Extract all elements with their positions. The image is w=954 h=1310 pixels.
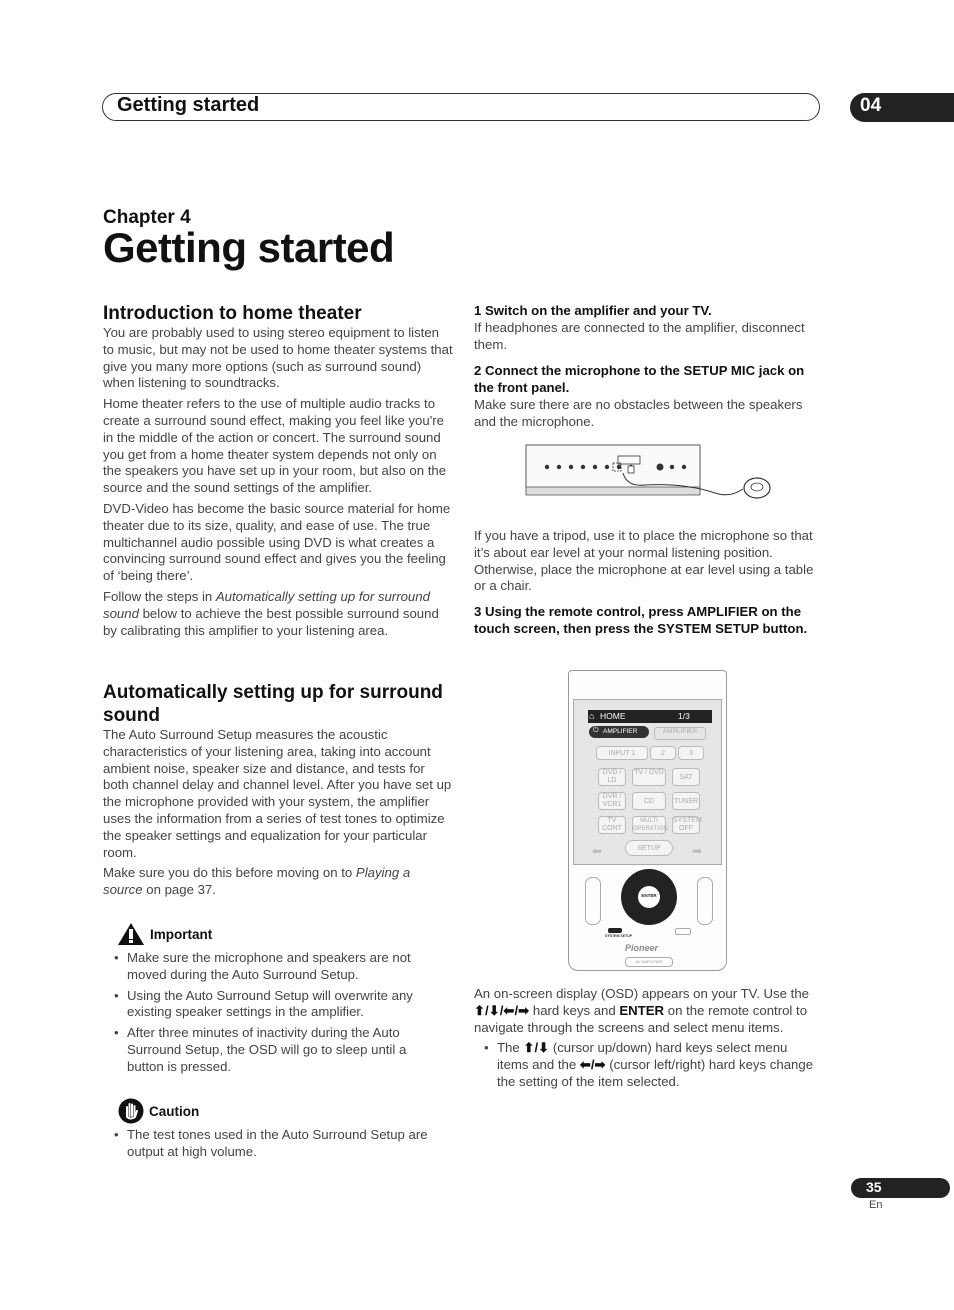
caution-title: Caution — [149, 1104, 200, 1119]
multi-operation-key[interactable]: MULTI OPERATION — [633, 818, 668, 832]
important-list — [104, 950, 444, 1080]
intro-paragraph-2: Home theater refers to the use of multiple audio tracks to create a surround sound effect, making you feel like you're in the middle of the action or concert. The surround sound you get from a home theater system depends not only on the speakers you have set up in your room, but also on the source and the sound settings of the amplifier. — [103, 396, 447, 496]
cursor-pad[interactable] — [621, 869, 677, 925]
system-off-key[interactable]: SYSTEM OFF — [673, 817, 702, 832]
intro-paragraph-3: DVD-Video has become the basic source material for home theater due to its size, quality, and ease of use. The true multichannel audio possible using DVD is what creates a convincing surround sound effect and gives you the feeling of ‘being there’. — [103, 500, 451, 584]
sat-key[interactable]: SAT — [672, 768, 700, 786]
page-number: 35 — [866, 1179, 882, 1195]
setup-key[interactable]: SETUP — [625, 840, 673, 856]
amplifier-tab[interactable]: AMPLIFIER — [654, 727, 706, 740]
system-setup-label: SYSTEM SETUP — [605, 934, 633, 938]
osd-paragraph: An on-screen display (OSD) appears on your TV. Use the ⬆/⬇/⬅/➡ hard keys and ENTER on the remote control to navigate through the screens and select menu items. — [474, 986, 809, 1035]
enter-key-label: ENTER — [619, 1002, 665, 1018]
header-section-title: Getting started — [117, 94, 260, 116]
steps-1-2 — [474, 303, 822, 431]
tuner-key[interactable]: TUNER — [672, 792, 700, 810]
step-2-title: 2 Connect the microphone to the SETUP MIC jack on the front panel. — [474, 363, 805, 396]
auto-paragraph-1: The Auto Surround Setup measures the acoustic characteristics of your listening area, taking into account ambient noise, speaker size and distance, and tests for both channel delay and channel level. After you have set up the microphone provided with your system, the amplifier uses the information from a series of test tones to optimize the speaker settings and equalization for your particular room. — [103, 727, 452, 860]
remote-home-bar — [588, 710, 712, 723]
brand-logo: Pioneer — [625, 943, 659, 953]
tv-dvd-key[interactable]: TV / DVD — [632, 768, 666, 786]
intro-section — [103, 302, 453, 643]
cd-key[interactable]: CD — [632, 792, 666, 810]
important-icon — [117, 922, 145, 951]
osd-list — [474, 1040, 822, 1090]
osd-section — [474, 986, 822, 1095]
intro-paragraph-1: You are probably used to using stereo equipment to listen to music, but may not be used to home theater systems that give you many more options (such as surround sound) when listening to soundtracks. — [103, 325, 453, 391]
channel-rocker[interactable] — [585, 877, 601, 925]
auto-setup-heading: Automatically setting up for surround sound — [103, 682, 443, 726]
page-title: Getting started — [103, 224, 395, 271]
tripod-text: If you have a tripod, use it to place the microphone so that it’s about ear level at your normal listening position. Otherwise, place the microphone at ear level using a table or a chair. — [474, 528, 814, 594]
volume-rocker[interactable] — [697, 877, 713, 925]
input-2-key[interactable]: 2 — [650, 746, 676, 760]
enter-key[interactable]: ENTER — [638, 886, 660, 908]
mute-button[interactable] — [675, 928, 691, 935]
left-arrow-icon[interactable]: ⬅ — [592, 844, 603, 858]
step-2-text: Make sure there are no obstacles between the speakers and the microphone. — [474, 396, 803, 429]
list-item: • Using the Auto Surround Setup will overwrite any existing speaker settings in the amplifier. — [104, 988, 444, 1022]
important-title: Important — [150, 927, 213, 942]
home-icon: ⌂ — [589, 711, 595, 721]
power-icon: ⏻ — [593, 727, 599, 734]
list-item: • The ⬆/⬇ (cursor up/down) hard keys select menu items and the ⬅/➡ (cursor left/right) hard keys change the setting of the item selected. — [474, 1040, 822, 1090]
chapter-number: 04 — [860, 95, 882, 116]
model-label: AV AMPLIFIER — [625, 957, 673, 967]
input-3-key[interactable]: 3 — [678, 746, 704, 760]
chapter-label: Chapter 4 — [103, 207, 191, 228]
step-1-title: 1 Switch on the amplifier and your TV. — [474, 303, 712, 318]
dvr-vcr1-key[interactable]: DVR / VCR1 — [598, 792, 626, 810]
tv-cont-key[interactable]: TV CONT — [598, 816, 626, 834]
step-3-title: 3 Using the remote control, press AMPLIFIER on the touch screen, then press the SYSTEM SETUP button. — [474, 604, 808, 636]
remote-touch-screen — [573, 699, 722, 865]
auto-setup-section — [103, 681, 453, 903]
remote-control-illustration — [568, 670, 727, 971]
intro-heading: Introduction to home theater — [103, 303, 362, 324]
intro-paragraph-4: Follow the steps in Automatically setting up for surround sound below to achieve the best possible surround sound by calibrating this amplifier to your listening area. — [103, 588, 439, 638]
cross-reference: Playing a source — [103, 865, 411, 898]
remote-home-label: HOME — [600, 711, 626, 721]
remote-page-label: 1/3 — [678, 711, 690, 721]
cross-reference: Automatically setting up for surround sound — [103, 588, 430, 621]
list-item: • After three minutes of inactivity during the Auto Surround Setup, the OSD will go to sleep until a button is pressed. — [104, 1025, 444, 1075]
step-1-text: If headphones are connected to the amplifier, disconnect them. — [474, 319, 805, 352]
language-label: En — [869, 1199, 883, 1211]
auto-paragraph-2: Make sure you do this before moving on to Playing a source on page 37. — [103, 865, 411, 898]
system-setup-button[interactable] — [608, 928, 622, 933]
input-1-key[interactable]: INPUT 1 — [596, 746, 648, 760]
dvd-ld-key[interactable]: DVD / LD — [598, 768, 626, 786]
list-item: • The test tones used in the Auto Surround Setup are output at high volume. — [104, 1127, 449, 1161]
caution-list — [104, 1127, 449, 1165]
caution-hand-icon — [118, 1098, 144, 1129]
cursor-arrows: ⬆/⬇/⬅/➡ — [474, 1002, 530, 1018]
amplifier-microphone-illustration — [525, 443, 775, 510]
right-arrow-icon[interactable]: ➡ — [692, 844, 703, 858]
list-item: • Make sure the microphone and speakers are not moved during the Auto Surround Setup. — [104, 950, 444, 984]
amplifier-button[interactable]: ⏻ AMPLIFIER — [589, 726, 649, 738]
